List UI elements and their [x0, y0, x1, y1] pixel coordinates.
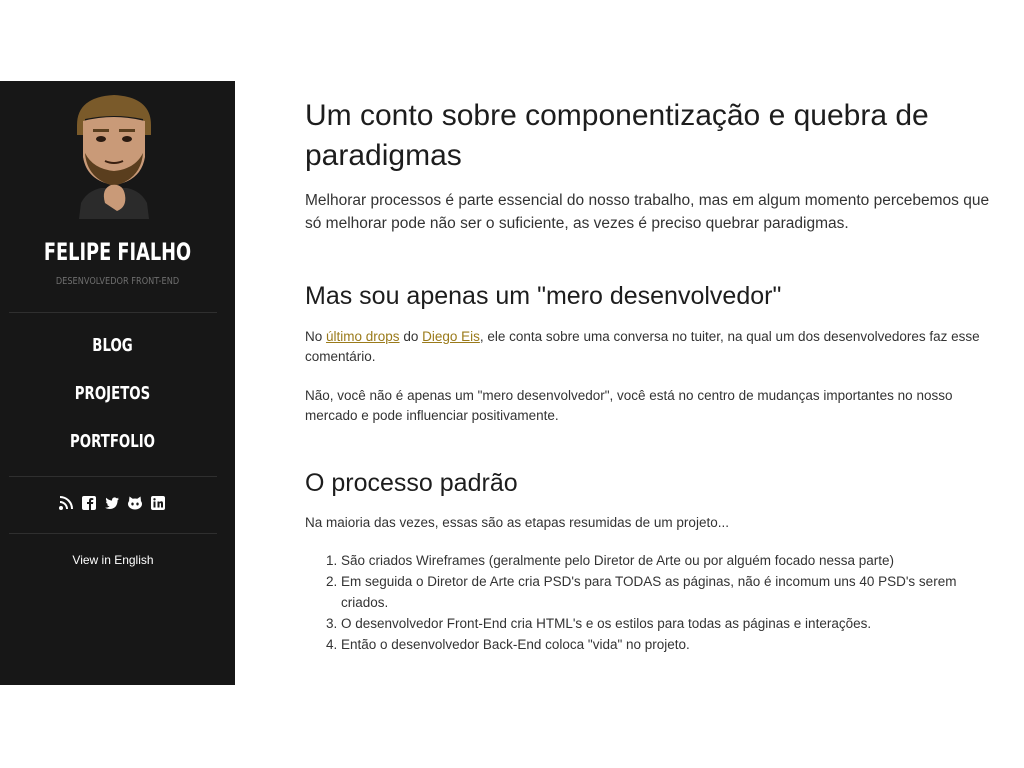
section-heading-processo-padrao: O processo padrão	[305, 469, 518, 497]
text-span: , ele conta sobre uma conversa no tuiter, na qual um dos desenvolvedores faz esse comentário.	[305, 329, 980, 364]
rss-icon[interactable]	[58, 495, 74, 511]
view-in-english-link[interactable]: View in English	[72, 553, 154, 567]
twitter-icon[interactable]	[104, 495, 120, 511]
ultimo-drops-link[interactable]: último drops	[326, 329, 400, 344]
divider	[9, 312, 217, 313]
article	[305, 96, 995, 655]
nav-item-projetos[interactable]: PROJETOS	[74, 383, 151, 404]
sidebar	[0, 81, 235, 685]
diego-eis-link[interactable]: Diego Eis	[422, 329, 480, 344]
article-title: Um conto sobre componentização e quebra de paradigmas	[305, 99, 929, 172]
avatar	[71, 91, 157, 219]
author-name[interactable]: FELIPE FIALHO	[43, 238, 192, 266]
list-item: 3. O desenvolvedor Front-End cria HTML's e os estilos para todas as páginas e interações.	[341, 613, 995, 634]
paragraph-maioria: Na maioria das vezes, essas são as etapas resumidas de um projeto...	[305, 515, 729, 530]
social-links	[58, 495, 166, 511]
paragraph-drops	[305, 327, 995, 367]
author-role: DESENVOLVEDOR FRONT-END	[55, 276, 180, 287]
article-intro: Melhorar processos é parte essencial do nosso trabalho, mas em algum momento percebemos que só melhorar pode não ser o suficiente, as vezes é preciso quebrar paradigmas.	[305, 192, 990, 232]
text-span: do	[399, 329, 423, 344]
nav-item-portfolio[interactable]: PORTFOLIO	[69, 431, 156, 452]
facebook-icon[interactable]	[81, 495, 97, 511]
list-item: 4. Então o desenvolvedor Back-End coloca "vida" no projeto.	[341, 634, 995, 655]
list-item: 2. Em seguida o Diretor de Arte cria PSD's para TODAS as páginas, não é incomum uns 40 PSD's serem criados.	[341, 571, 995, 613]
linkedin-icon[interactable]	[150, 495, 166, 511]
list-item: 1. São criados Wireframes (geralmente pelo Diretor de Arte ou por alguém focado nessa parte)	[341, 550, 995, 571]
text-span: No	[305, 329, 327, 344]
section-heading-mero-desenvolvedor: Mas sou apenas um "mero desenvolvedor"	[305, 282, 782, 310]
process-steps-list	[305, 550, 995, 655]
paragraph-nao: Não, você não é apenas um "mero desenvolvedor", você está no centro de mudanças importantes no nosso mercado e pode influenciar positivamente.	[305, 388, 953, 423]
divider	[9, 476, 217, 477]
divider	[9, 533, 217, 534]
nav-item-blog[interactable]: BLOG	[92, 335, 133, 356]
github-icon[interactable]	[127, 495, 143, 511]
